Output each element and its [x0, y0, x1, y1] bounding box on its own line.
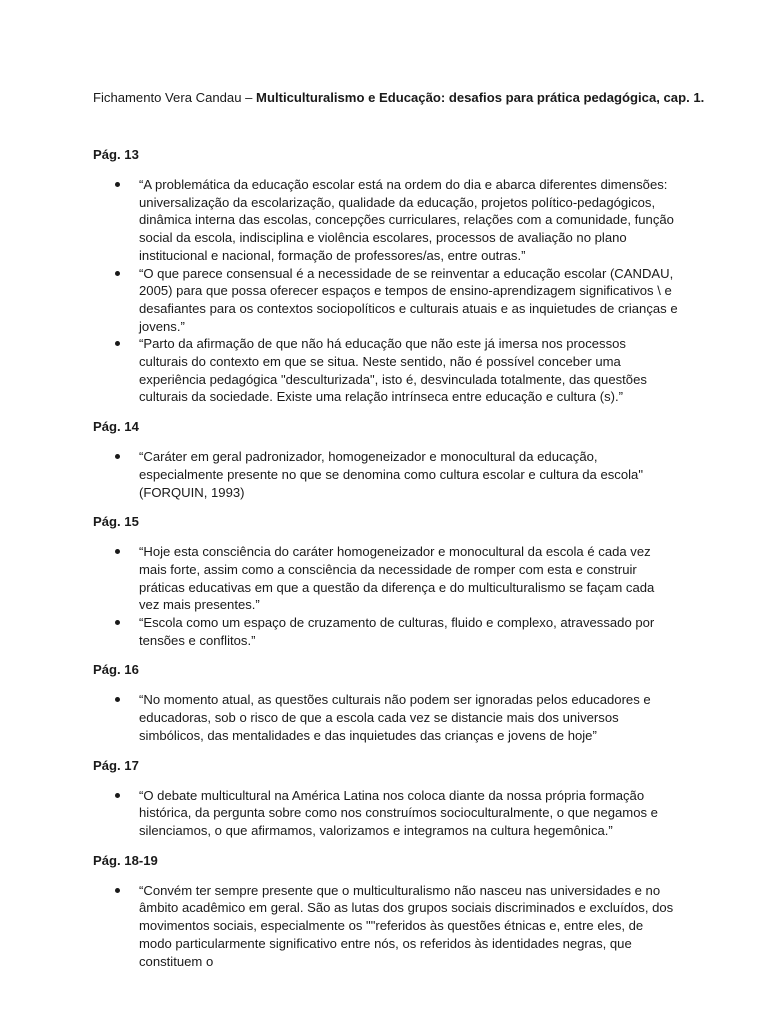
bullet-icon	[115, 620, 120, 625]
bullet-list	[93, 882, 678, 971]
section-heading: Pág. 13	[93, 147, 139, 162]
list-item	[93, 614, 678, 649]
section-heading: Pág. 17	[93, 757, 139, 773]
bullet-list	[93, 787, 678, 840]
section-heading: Pág. 15	[93, 514, 139, 530]
quote-text: “Hoje esta consciência do caráter homogeneizador e monocultural da escola é cada vez mais forte, assim como a consciência da necessidade de romper com esta e construir práticas educativas em que a questão da diferença e do multiculturalismo se façam cada vez mais presentes.”	[139, 544, 655, 613]
quote-text: “O debate multicultural na América Latina nos coloca diante da nossa própria formação histórica, da pergunta sobre como nos construímos socioculturalmente, o que negamos e silenciamos, o que afirmamos, valorizamos e integramos na cultura hegemônica.”	[139, 787, 658, 838]
quote-text: “Caráter em geral padronizador, homogeneizador e monocultural da educação, especialmente presente no que se denomina como cultura escolar e cultura da escola" (FORQUIN, 1993)	[139, 449, 643, 500]
quote-text: “Escola como um espaço de cruzamento de culturas, fluido e complexo, atravessado por tensões e conflitos.”	[139, 615, 655, 648]
document-title	[93, 89, 705, 106]
list-item	[93, 335, 678, 406]
bullet-icon	[115, 549, 120, 554]
list-item	[93, 787, 678, 840]
list-item	[93, 691, 678, 744]
bullet-icon	[115, 888, 120, 893]
quote-text: “No momento atual, as questões culturais não podem ser ignoradas pelos educadores e educadoras, sob o risco de que a escola cada vez se distancie mais dos universos simbólicos, das mentalidades e das inquietudes das crianças e jovens de hoje”	[139, 692, 651, 743]
bullet-icon	[115, 454, 120, 459]
quote-text: “Parto da afirmação de que não há educação que não este já imersa nos processos culturais do contexto em que se situa. Neste sentido, não é possível conceber uma experiência pedagógica "desculturizada", isto é, desvinculada totalmente, das questões culturais da sociedade. Existe uma relação intrínseca entre educação e cultura (s).”	[139, 336, 647, 405]
bullet-icon	[115, 271, 120, 276]
quote-text: “Convém ter sempre presente que o multiculturalismo não nasceu nas universidades e no âmbito acadêmico em geral. São as lutas dos grupos sociais discriminados e excluídos, dos movimentos sociais, especialmente os ""referidos às questões étnicas e, entre eles, de modo particularmente significativo entre nós, os referidos às identidades negras, que constituem o	[139, 882, 674, 969]
list-item	[93, 882, 678, 971]
title-prefix: Fichamento Vera Candau –	[93, 90, 257, 105]
bullet-list	[93, 176, 678, 406]
quote-text: “A problemática da educação escolar está na ordem do dia e abarca diferentes dimensões: universalização da escolarização, qualidade da educação, projetos político-pedagógicos, dinâmica interna das escolas, concepções curriculares, relações com a comunidade, função social da escola, indisciplina e violência escolares, processos de avaliação no plano institucional e nacional, formação de professores/as, entre outras.”	[139, 177, 674, 263]
list-item	[93, 448, 678, 501]
bullet-list	[93, 543, 678, 649]
bullet-icon	[115, 182, 120, 187]
quote-text: “O que parece consensual é a necessidade de se reinventar a educação escolar (CANDAU, 2005) para que possa oferecer espaços e tempos de ensino-aprendizagem significativos \ e desafiantes para os contextos sociopolíticos e culturais atuais e as inquietudes de crianças e jovens.”	[139, 265, 678, 334]
bullet-icon	[115, 341, 120, 346]
bullet-icon	[115, 697, 120, 702]
list-item	[93, 176, 678, 265]
title-bold: Multiculturalismo e Educação: desafios para prática pedagógica, cap. 1.	[256, 90, 705, 105]
bullet-list	[93, 448, 678, 501]
bullet-icon	[115, 793, 120, 798]
list-item	[93, 265, 678, 336]
list-item	[93, 543, 678, 614]
section-heading: Pág. 18-19	[93, 852, 158, 868]
bullet-list	[93, 691, 678, 744]
section-heading: Pág. 16	[93, 662, 139, 678]
section-heading: Pág. 14	[93, 419, 139, 435]
